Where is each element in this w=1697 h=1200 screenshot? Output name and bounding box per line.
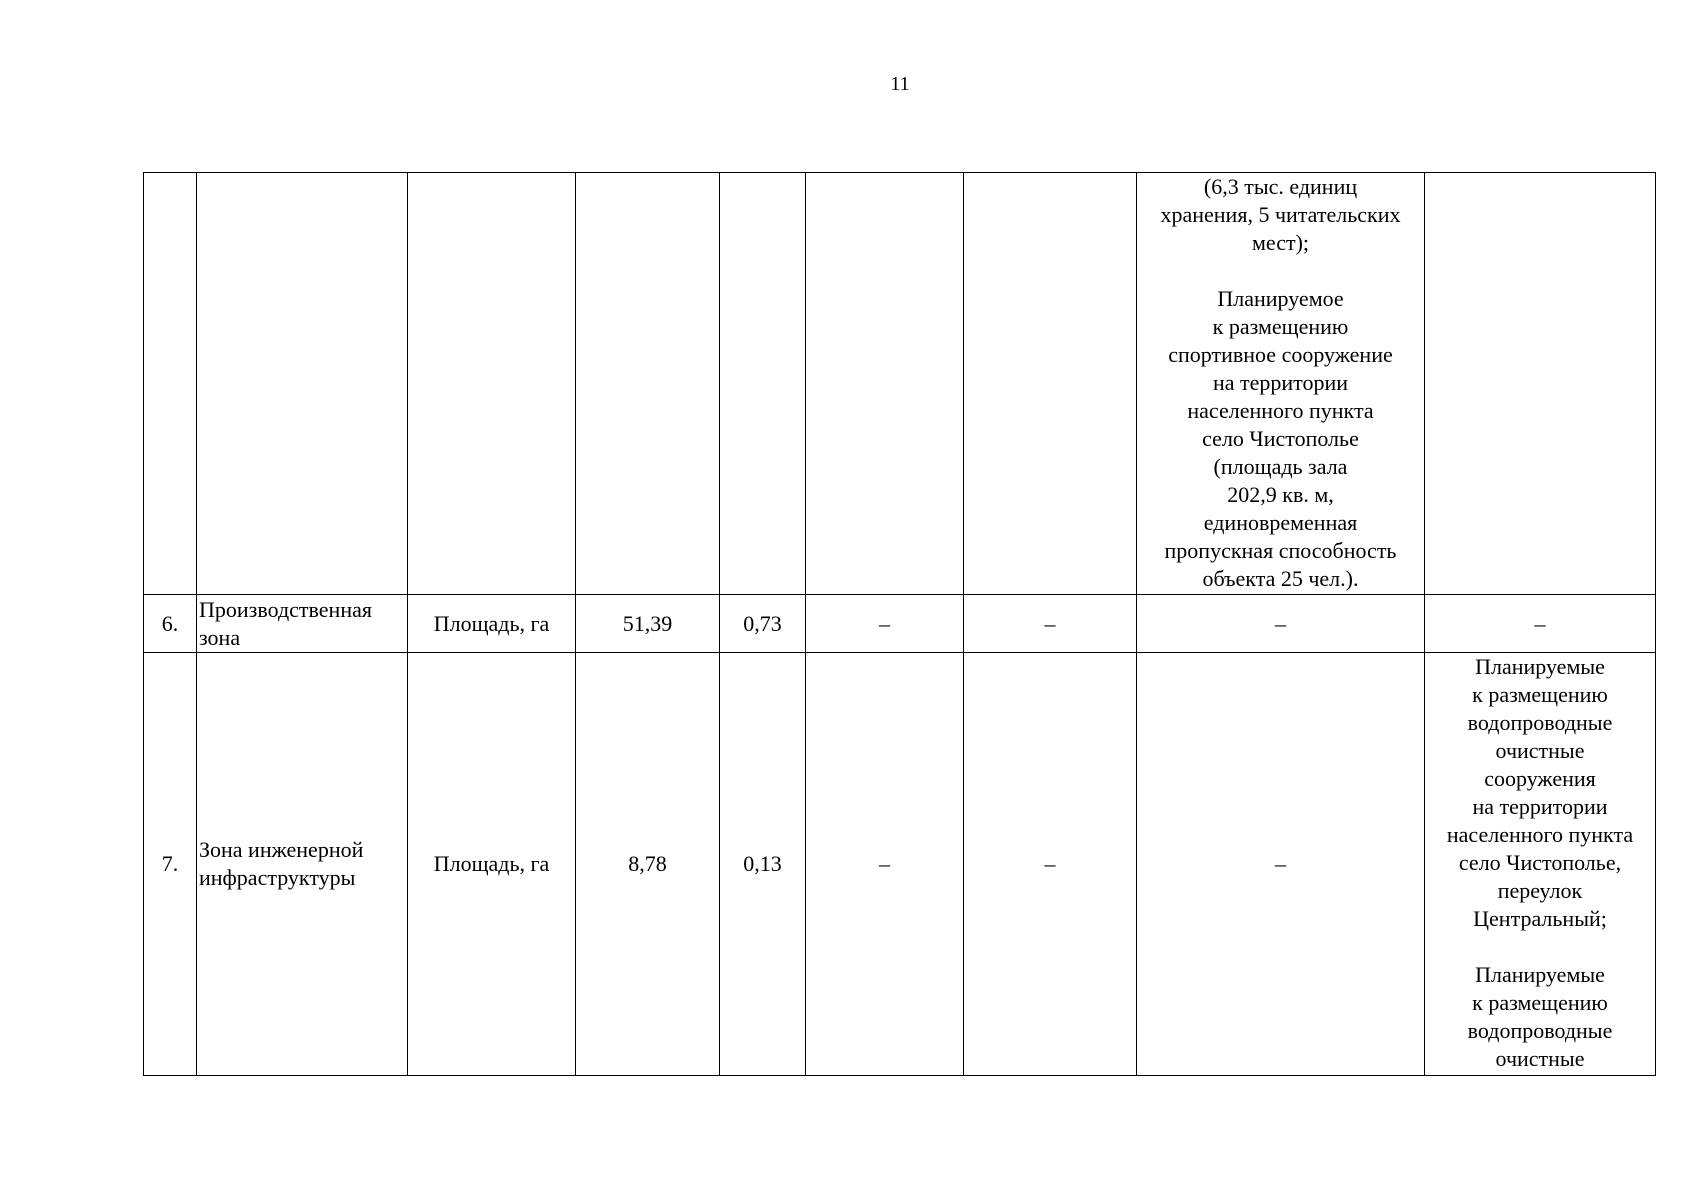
indicator: Площадь, га <box>408 653 576 1076</box>
zone-name: Зона инженерной инфраструктуры <box>197 653 408 1076</box>
col7-value: – <box>964 595 1137 653</box>
page-number: 11 <box>890 73 910 95</box>
zones-table <box>143 172 1656 1076</box>
objects-other-cell <box>1425 653 1656 1076</box>
col7-value: – <box>964 653 1137 1076</box>
col7-value <box>964 173 1137 595</box>
row-number <box>144 173 197 595</box>
objects-local-text: (6,3 тыс. единиц хранения, 5 читательских мест); <box>1160 174 1401 255</box>
zone-name <box>197 173 408 595</box>
objects-local-text: Планируемое к размещению спортивное сооружение на территории населенного пункта село Чистополье (площадь зала 202,9 кв. м, единовременная пропускная способность объекта 25 чел.). <box>1164 286 1397 591</box>
paragraph-gap <box>1139 257 1422 285</box>
col6-value: – <box>806 595 964 653</box>
col6-value: – <box>806 653 964 1076</box>
value: 8,78 <box>576 653 720 1076</box>
objects-other-text: Планируемые к размещению водопроводные очистные сооружения на территории населенного пункта село Чистополье, переулок Центральный; <box>1446 654 1634 931</box>
indicator: Площадь, га <box>408 595 576 653</box>
col6-value <box>806 173 964 595</box>
zone-name: Производственная зона <box>197 595 408 653</box>
table-row <box>144 653 1656 1076</box>
objects-local-cell <box>1137 173 1425 595</box>
value: 51,39 <box>576 595 720 653</box>
row-number: 7. <box>144 653 197 1076</box>
table-row <box>144 173 1656 595</box>
row-number: 6. <box>144 595 197 653</box>
objects-other-text: – <box>1534 610 1546 636</box>
objects-local-cell <box>1137 595 1425 653</box>
objects-other-cell <box>1425 595 1656 653</box>
objects-local-text: – <box>1275 851 1286 876</box>
share: 0,73 <box>720 595 806 653</box>
objects-local-cell <box>1137 653 1425 1076</box>
share <box>720 173 806 595</box>
objects-other-text: Планируемые к размещению водопроводные очистные <box>1467 962 1613 1071</box>
share: 0,13 <box>720 653 806 1076</box>
indicator <box>408 173 576 595</box>
objects-other-cell <box>1425 173 1656 595</box>
paragraph-gap <box>1427 933 1653 961</box>
objects-local-text: – <box>1275 610 1286 636</box>
table-row <box>144 595 1656 653</box>
value <box>576 173 720 595</box>
